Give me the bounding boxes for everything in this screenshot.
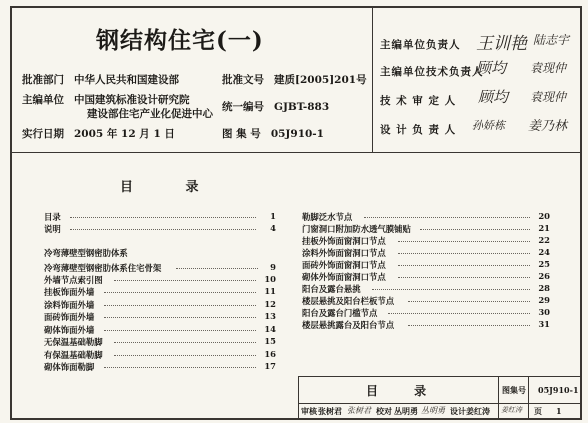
toc-leader — [114, 355, 256, 356]
frame-right — [580, 6, 582, 420]
toc-leader — [104, 367, 256, 368]
toc-leader — [388, 313, 530, 314]
resp-label-chief-unit: 主编单位负责人 — [380, 39, 461, 51]
tb-audit-label: 审核 — [301, 406, 317, 416]
toc-item-label: 目录 — [44, 212, 61, 222]
toc-leader — [398, 253, 530, 254]
unified-no-value: GJBT-883 — [274, 101, 330, 113]
toc-item-label: 砌体饰面外墙 — [44, 325, 95, 335]
toc-right-column — [302, 211, 552, 341]
toc-item-page: 29 — [538, 295, 550, 305]
impl-date-value: 2005 年 12 月 1 日 — [74, 128, 175, 140]
toc-item[interactable] — [44, 262, 276, 272]
tb-col-value — [528, 376, 529, 419]
toc-item-label: 阳台及露台悬挑 — [302, 284, 361, 294]
toc-item-label: 冷弯薄壁型钢密肋体系住宅骨架 — [44, 263, 162, 273]
toc-item[interactable] — [302, 247, 552, 257]
toc-item-page: 25 — [538, 259, 550, 269]
tb-left — [298, 376, 299, 419]
resp-signature-tech-review-1: 顾均 — [478, 88, 509, 106]
toc-item-page: 22 — [538, 235, 550, 245]
tb-audit-signature: 张树君 — [347, 406, 371, 415]
toc-item[interactable] — [44, 336, 276, 346]
tb-design-name: 姜红涛 — [466, 406, 490, 416]
toc-item[interactable] — [44, 311, 276, 321]
toc-item-label: 说明 — [44, 224, 61, 234]
toc-item[interactable] — [302, 295, 552, 305]
toc-item-label: 阳台及露台门槛节点 — [302, 308, 378, 318]
editor-unit-line1: 中国建筑标准设计研究院 — [74, 94, 190, 106]
toc-item-page: 15 — [264, 336, 276, 346]
toc-leader — [398, 265, 530, 266]
tb-design-signature: 姜红涛 — [501, 406, 522, 414]
toc-item-page: 13 — [264, 311, 276, 321]
toc-leader — [398, 241, 530, 242]
unified-no-label: 统一编号 — [222, 101, 264, 113]
toc-item-page: 20 — [538, 211, 550, 221]
tb-audit-name: 张树君 — [318, 406, 342, 416]
toc-leader — [114, 280, 256, 281]
editor-unit-line2: 建设部住宅产业化促进中心 — [87, 108, 213, 120]
title-block — [298, 376, 581, 419]
toc-leader — [70, 217, 256, 218]
page-title: 钢结构住宅(一) — [96, 27, 264, 54]
resp-signature-tech-review-2: 袁现仲 — [530, 90, 567, 104]
toc-leader — [70, 229, 256, 230]
tb-design-label: 设计 — [450, 406, 466, 416]
toc-item[interactable] — [44, 299, 276, 309]
toc-item[interactable] — [302, 283, 552, 293]
atlas-no-value: 05J910-1 — [270, 128, 324, 140]
toc-item-label: 砌体外饰面窗洞口节点 — [302, 272, 386, 282]
toc-item-page: 21 — [538, 223, 550, 233]
toc-item-page: 16 — [264, 349, 276, 359]
toc-heading: 目 录 — [120, 180, 223, 195]
tb-col-main — [498, 376, 499, 419]
toc-item-label: 楼层悬挑及阳台栏板节点 — [302, 296, 395, 306]
atlas-no-label: 图 集 号 — [222, 128, 261, 140]
toc-item-label: 挂板饰面外墙 — [44, 287, 95, 297]
frame-left — [10, 6, 12, 420]
toc-item-page: 1 — [270, 211, 276, 221]
toc-section-heading[interactable] — [44, 247, 276, 257]
tb-page-label: 页 — [534, 406, 542, 416]
toc-leader — [364, 217, 530, 218]
tb-top — [298, 376, 581, 377]
resp-signature-design-lead-1: 孙娇栋 — [472, 119, 505, 132]
toc-item-page: 17 — [264, 361, 276, 371]
toc-item[interactable] — [44, 223, 276, 233]
toc-item[interactable] — [44, 361, 276, 371]
resp-signature-tech-chief-1: 顾均 — [476, 59, 507, 77]
toc-item-page: 11 — [264, 286, 276, 296]
toc-leader — [372, 289, 530, 290]
toc-item[interactable] — [44, 324, 276, 334]
impl-date-label: 实行日期 — [22, 128, 64, 140]
impl-date — [22, 126, 175, 141]
toc-item-page: 9 — [270, 262, 276, 272]
toc-item-page: 14 — [264, 324, 276, 334]
toc-item[interactable] — [44, 286, 276, 296]
tb-atlas-value: 05J910-1 — [538, 385, 579, 395]
frame-top — [10, 6, 582, 8]
approve-doc — [222, 72, 367, 87]
toc-item[interactable] — [302, 259, 552, 269]
toc-item-page: 4 — [270, 223, 276, 233]
approve-dept-value: 中华人民共和国建设部 — [74, 74, 179, 86]
toc-leader — [104, 317, 256, 318]
toc-item-page: 31 — [538, 319, 550, 329]
toc-item[interactable] — [302, 271, 552, 281]
toc-item-label: 砌体饰面勒脚 — [44, 362, 95, 372]
toc-leader — [398, 277, 530, 278]
header-column-divider — [372, 6, 373, 153]
toc-item-label: 门窗洞口附加防水透气膜铺贴 — [302, 224, 411, 234]
toc-item[interactable] — [302, 319, 552, 329]
resp-label-tech-chief: 主编单位技术负责人 — [380, 66, 484, 78]
resp-signature-chief-unit-2: 陆志宇 — [533, 33, 570, 47]
toc-item-label: 涂料外饰面窗洞口节点 — [302, 248, 386, 258]
approve-dept-label: 批准部门 — [22, 74, 64, 86]
toc-item-page: 24 — [538, 247, 550, 257]
tb-title: 目 录 — [366, 384, 443, 398]
toc-item-label: 冷弯薄壁型钢密肋体系 — [44, 248, 128, 258]
toc-item[interactable] — [44, 211, 276, 221]
editor-unit-label: 主编单位 — [22, 94, 64, 106]
approve-doc-label: 批准文号 — [222, 74, 264, 86]
toc-item-label: 楼层悬挑露台及阳台节点 — [302, 320, 395, 330]
toc-item[interactable] — [302, 235, 552, 245]
toc-leader — [408, 301, 530, 302]
toc-item[interactable] — [302, 211, 552, 221]
toc-item-label: 外墙节点索引图 — [44, 275, 103, 285]
editor-unit-second — [87, 106, 213, 121]
toc-left-column — [44, 211, 276, 381]
atlas-no — [222, 126, 324, 141]
toc-item-label: 面砖外饰面窗洞口节点 — [302, 260, 386, 270]
toc-leader — [104, 305, 256, 306]
toc-leader — [408, 325, 530, 326]
header-divider — [10, 152, 582, 153]
toc-leader — [104, 292, 256, 293]
approve-doc-value: 建质[2005]201号 — [274, 74, 367, 86]
toc-leader — [176, 268, 258, 269]
tb-proof-name: 丛明勇 — [394, 406, 418, 416]
toc-item-label: 挂板外饰面窗洞口节点 — [302, 236, 386, 246]
unified-no — [222, 99, 329, 114]
toc-item-label: 勒脚泛水节点 — [302, 212, 353, 222]
approve-dept — [22, 72, 179, 87]
toc-item-label: 有保温基础勒脚 — [44, 350, 103, 360]
toc-item-page: 26 — [538, 271, 550, 281]
toc-item-label: 涂料饰面外墙 — [44, 300, 95, 310]
toc-item-page: 12 — [264, 299, 276, 309]
toc-item[interactable] — [44, 349, 276, 359]
resp-label-tech-review: 技 术 审 定 人 — [380, 95, 457, 107]
tb-mid — [298, 403, 581, 404]
tb-atlas-label: 图集号 — [502, 385, 526, 395]
resp-signature-tech-chief-2: 袁现仲 — [530, 61, 567, 75]
toc-item-label: 无保温基础勒脚 — [44, 337, 103, 347]
tb-proof-label: 校对 — [376, 406, 392, 416]
resp-signature-chief-unit-1: 王训艳 — [476, 34, 527, 54]
toc-leader — [104, 330, 256, 331]
resp-signature-design-lead-2: 姜乃林 — [528, 119, 568, 134]
tb-proof-signature: 丛明勇 — [421, 406, 445, 415]
toc-item[interactable] — [44, 274, 276, 284]
toc-item-page: 10 — [264, 274, 276, 284]
toc-item[interactable] — [302, 307, 552, 317]
tb-page-value: 1 — [556, 406, 562, 416]
resp-label-design-lead: 设 计 负 责 人 — [380, 124, 457, 136]
toc-item-page: 28 — [538, 283, 550, 293]
toc-leader — [114, 342, 256, 343]
editor-unit — [22, 92, 190, 107]
toc-item-page: 30 — [538, 307, 550, 317]
toc-leader — [420, 229, 530, 230]
toc-item-label: 面砖饰面外墙 — [44, 312, 95, 322]
toc-item[interactable] — [302, 223, 552, 233]
